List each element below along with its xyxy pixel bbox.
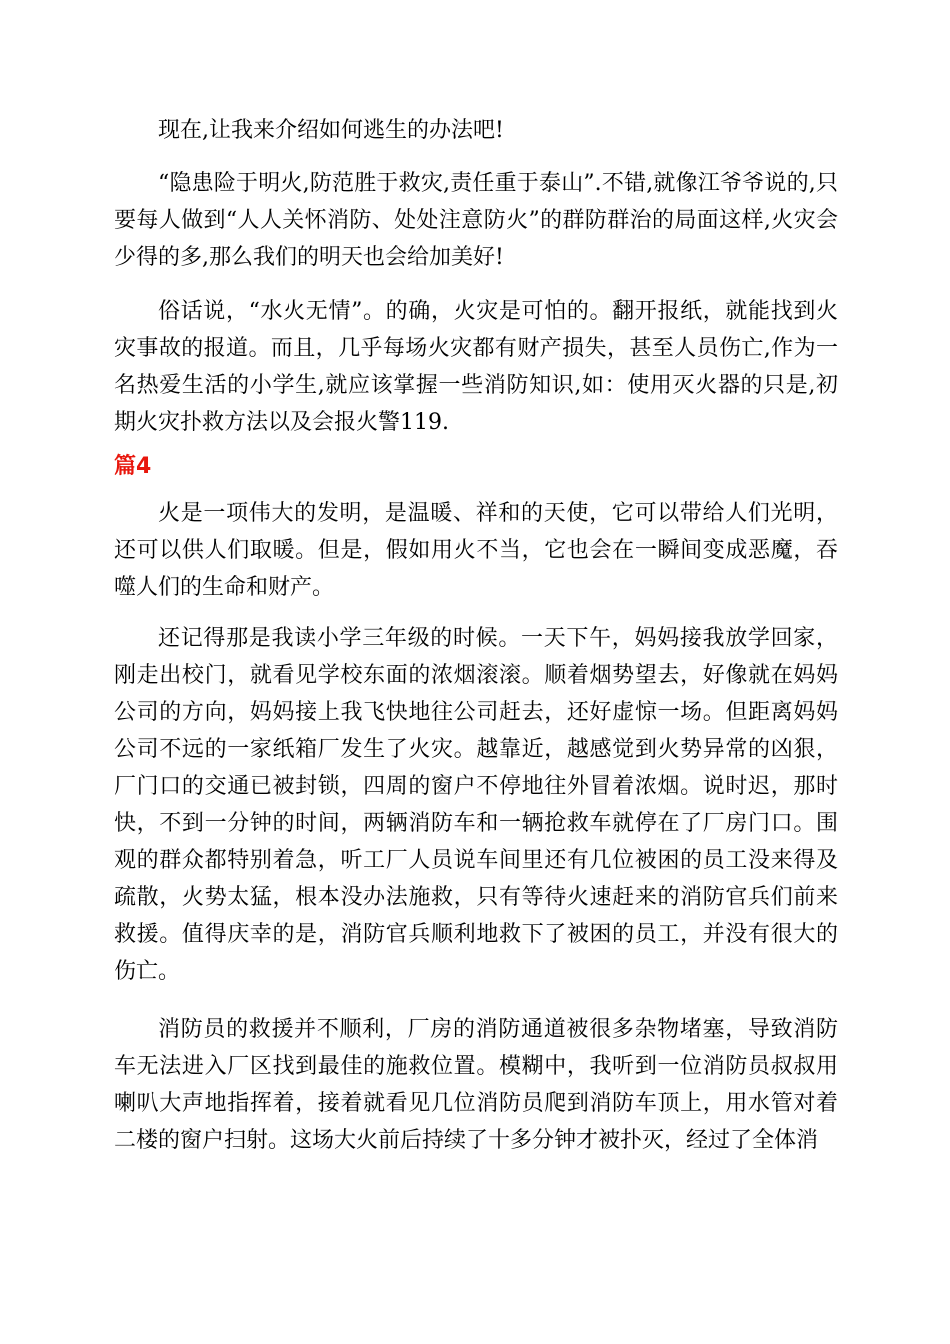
paragraph: 消防员的救援并不顺利，厂房的消防通道被很多杂物堵塞，导致消防车无法进入厂区找到最佳的施救位置。模糊中，我听到一位消防员叔叔用喇叭大声地指挥着，接着就看见几位消防员爬到消防车顶上，用水管对着二楼的窗户扫射。这场大火前后持续了十多分钟才被扑灭，经过了全体消 (114, 1017, 838, 1153)
paragraph: “隐患险于明火,防范胜于救灾,责任重于泰山”.不错,就像江爷爷说的,只要每人做到“人人关怀消防、处处注意防火”的群防群治的局面这样,火灾会少得的多,那么我们的明天也会给加美好! (114, 171, 838, 270)
paragraph: 还记得那是我读小学三年级的时候。一天下午，妈妈接我放学回家，刚走出校门，就看见学校东面的浓烟滚滚。顺着烟势望去，好像就在妈妈公司的方向，妈妈接上我飞快地往公司赶去，还好虚惊一场。但距离妈妈公司不远的一家纸箱厂发生了火灾。越靠近，越感觉到火势异常的凶狠，厂门口的交通已被封锁，四周的窗户不停地往外冒着浓烟。说时迟，那时快，不到一分钟的时间，两辆消防车和一辆抢救车就停在了厂房门口。围观的群众都特别着急，听工厂人员说车间里还有几位被困的员工没来得及疏散，火势太猛，根本没办法施救，只有等待火速赶来的消防官兵们前来救援。值得庆幸的是，消防官兵顺利地救下了被困的员工，并没有很大的伤亡。 (114, 626, 838, 984)
paragraph: 现在,让我来介绍如何逃生的办法吧! (158, 118, 504, 143)
section-heading: 篇4 (114, 454, 152, 479)
paragraph: 俗话说，“水火无情”。的确，火灾是可怕的。翻开报纸，就能找到火灾事故的报道。而且，几乎每场火灾都有财产损失，甚至人员伤亡,作为一名热爱生活的小学生,就应该掌握一些消防知识,如：使用灭火器的只是,初期火灾扑救方法以及会报火警119. (114, 299, 838, 435)
paragraph: 火是一项伟大的发明，是温暖、祥和的天使，它可以带给人们光明，还可以供人们取暖。但是，假如用火不当，它也会在一瞬间变成恶魔，吞噬人们的生命和财产。 (114, 501, 838, 600)
document-page (114, 112, 838, 1159)
